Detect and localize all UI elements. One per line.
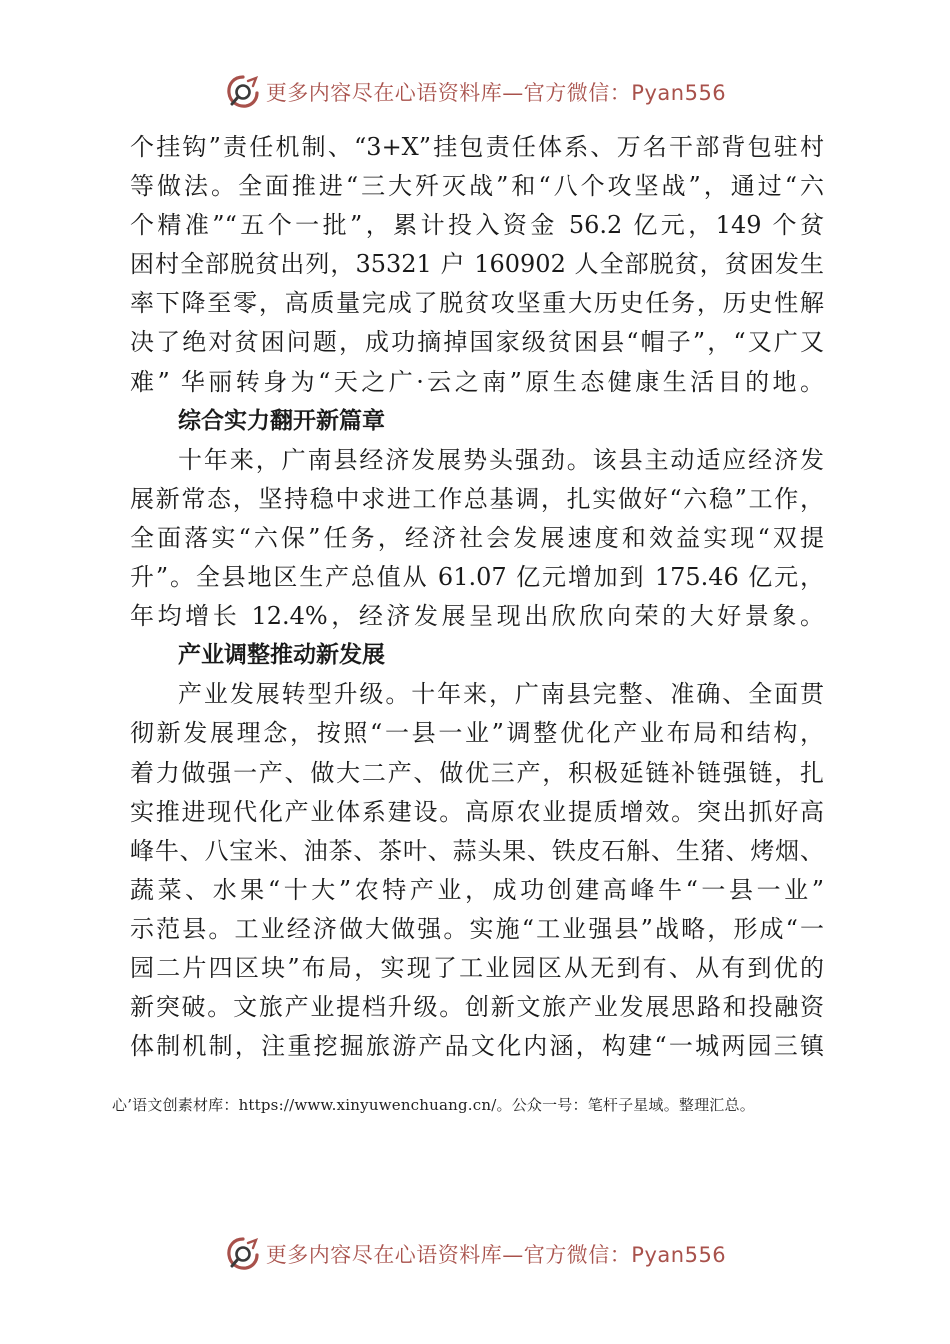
text-line: 着力做强一产、做大二产、做优三产，积极延链补链强链，扎 bbox=[130, 758, 824, 787]
text-line: 彻新发展理念，按照“一县一业”调整优化产业布局和结构， bbox=[130, 719, 824, 748]
text-line: 个精准”“五个一批”，累计投入资金 56.2 亿元，149 个贫 bbox=[130, 211, 824, 240]
text-line: 等做法。全面推进“三大歼灭战”和“八个攻坚战”，通过“六 bbox=[130, 172, 824, 201]
text-line: 体制机制，注重挖掘旅游产品文化内涵，构建“一城两园三镇 bbox=[130, 1032, 824, 1061]
text-line: 个挂钩”责任机制、“3+X”挂包责任体系、万名干部背包驻村 bbox=[130, 133, 824, 161]
paragraph-industry bbox=[130, 675, 824, 1066]
text-line: 园二片四区块”布局，实现了工业园区从无到有、从有到优的 bbox=[130, 953, 824, 982]
banner-text: 更多内容尽在心语资料库—官方微信：Pyan556 bbox=[265, 81, 727, 105]
text-line: 示范县。工业经济做大做强。实施“工业强县”战略，形成“一 bbox=[130, 914, 824, 943]
text-line: 全面落实“六保”任务，经济社会发展速度和效益实现“双提 bbox=[130, 523, 824, 552]
text-line: 展新常态，坚持稳中求进工作总基调，扎实做好“六稳”工作， bbox=[130, 484, 824, 513]
text-line: 十年来，广南县经济发展势头强劲。该县主动适应经济发 bbox=[178, 445, 824, 474]
text-line: 年均增长 12.4%，经济发展呈现出欣欣向荣的大好景象。 bbox=[130, 602, 824, 631]
text-line: 困村全部脱贫出列，35321 户 160902 人全部脱贫，贫困发生 bbox=[130, 250, 824, 279]
text-line: 决了绝对贫困问题，成功摘掉国家级贫困县“帽子”，“又广又 bbox=[130, 328, 824, 357]
text-line: 产业发展转型升级。十年来，广南县完整、准确、全面贯 bbox=[178, 680, 824, 709]
text-line: 升”。全县地区生产总值从 61.07 亿元增加到 175.46 亿元， bbox=[130, 563, 824, 592]
brand-logo-icon bbox=[224, 74, 262, 110]
paragraph-poverty bbox=[130, 128, 824, 402]
brand-logo-icon bbox=[224, 1236, 262, 1272]
paragraph-economy bbox=[130, 441, 824, 636]
section-heading-strength: 综合实力翻开新篇章 bbox=[178, 407, 385, 434]
section-heading-industry: 产业调整推动新发展 bbox=[178, 642, 385, 669]
text-line: 新突破。文旅产业提档升级。创新文旅产业发展思路和投融资 bbox=[130, 993, 824, 1022]
header-banner bbox=[0, 72, 950, 112]
footer-banner bbox=[0, 1234, 950, 1274]
text-line: 实推进现代化产业体系建设。高原农业提质增效。突出抓好高 bbox=[130, 797, 824, 826]
source-footnote: 心’语文创素材库：https://www.xinyuwenchuang.cn/。公众一号：笔杆子星域。整理汇总。 bbox=[112, 1096, 755, 1114]
text-line: 峰牛、八宝米、油茶、茶叶、蒜头果、铁皮石斛、生猪、烤烟、 bbox=[130, 836, 824, 865]
banner-text: 更多内容尽在心语资料库—官方微信：Pyan556 bbox=[265, 1243, 727, 1267]
article-body bbox=[130, 128, 824, 1066]
text-line: 蔬菜、水果“十大”农特产业，成功创建高峰牛“一县一业” bbox=[130, 875, 824, 904]
text-line: 率下降至零，高质量完成了脱贫攻坚重大历史任务，历史性解 bbox=[130, 289, 824, 318]
text-line: 难” 华丽转身为“天之广·云之南”原生态健康生活目的地。 bbox=[130, 367, 824, 396]
